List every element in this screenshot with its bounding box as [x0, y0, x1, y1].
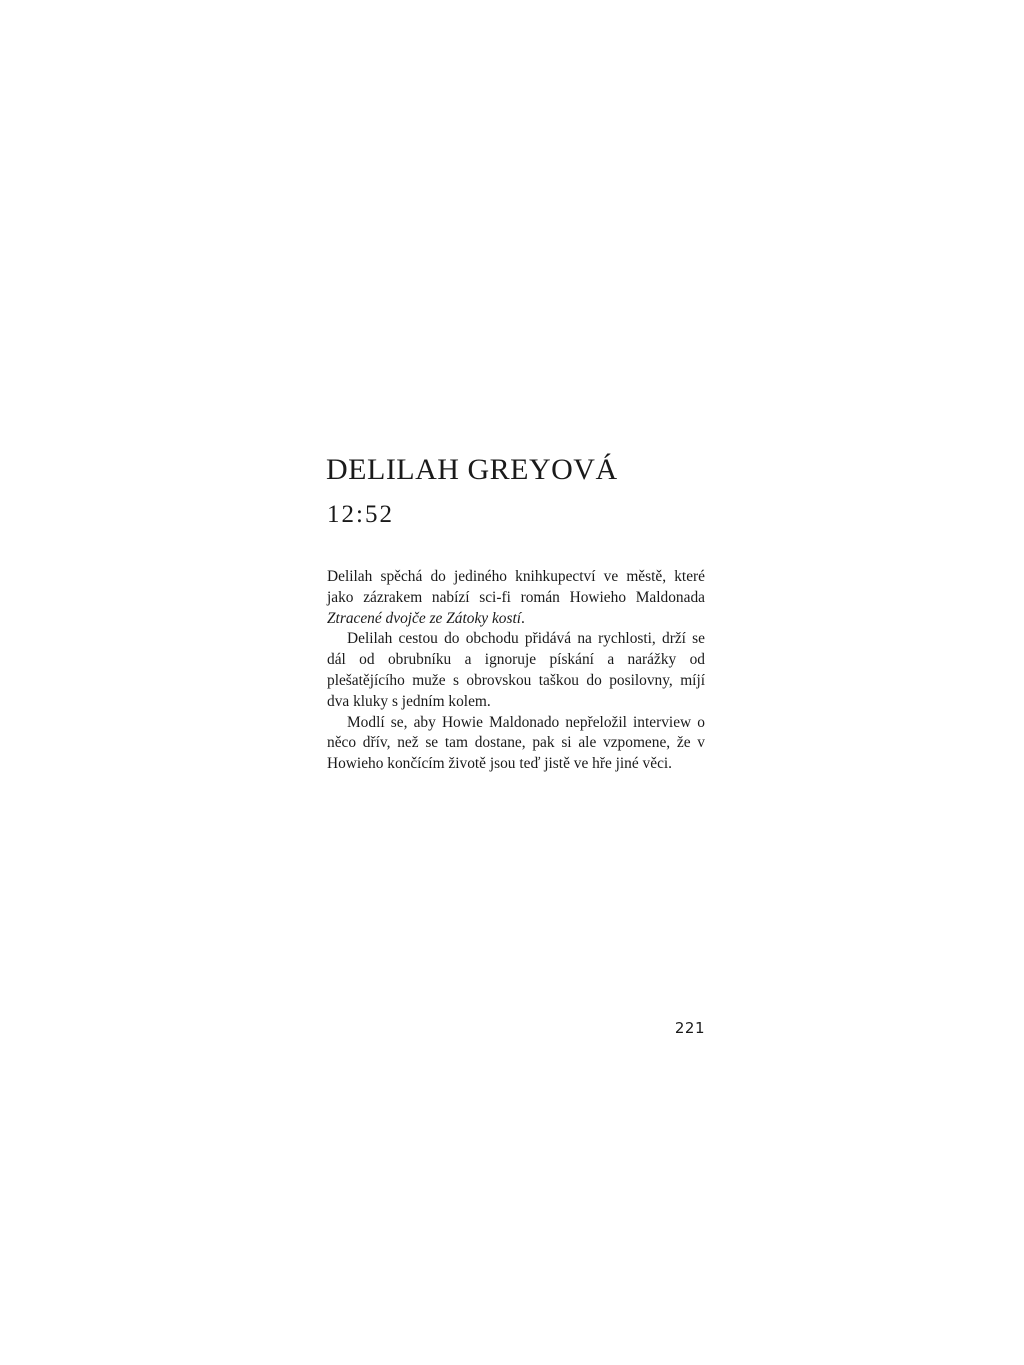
paragraph-1-text: Delilah spěchá do jediného knihkupectví ve městě, které jako zázrakem nabízí sci-fi román Howieho Maldonada — [327, 568, 705, 606]
chapter-time: 12:52 — [327, 501, 394, 528]
paragraph-1-end: . — [521, 609, 525, 627]
paragraph-2: Delilah cestou do obchodu přidává na rychlosti, drží se dál od obrubníku a ignoruje pískání a narážky od plešatějícího muže s obrovskou taškou do posilovny, míjí dva kluky s jedním kolem. — [327, 630, 705, 710]
paragraph-3: Modlí se, aby Howie Maldonado nepřeložil interview o něco dřív, než se tam dostane, pak si ale vzpomene, že v Howieho končícím životě jsou teď jistě ve hře jiné věci. — [327, 713, 705, 773]
page-number: 221 — [674, 1019, 705, 1037]
chapter-body — [327, 567, 705, 775]
paragraph-1 — [327, 567, 705, 629]
book-title-italic: Ztracené dvojče ze Zátoky kostí — [327, 609, 522, 627]
chapter-title: DELILAH GREYOVÁ — [326, 453, 618, 486]
